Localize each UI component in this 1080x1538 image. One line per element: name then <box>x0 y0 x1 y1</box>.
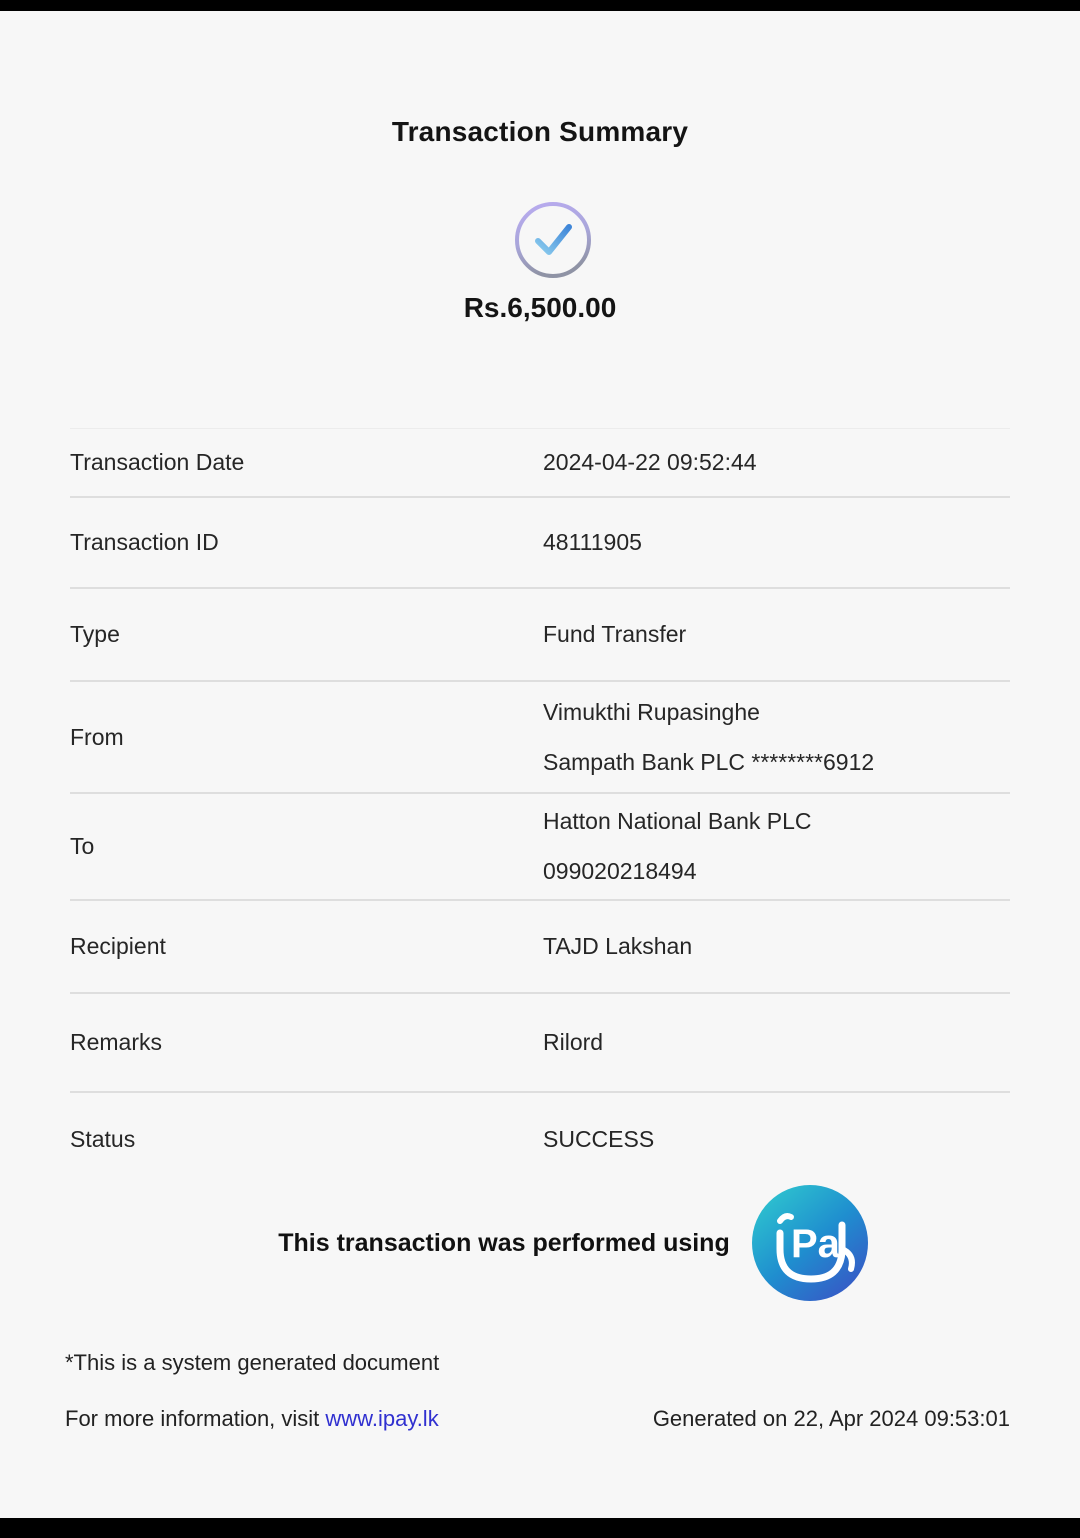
table-row <box>70 794 1010 901</box>
row-values <box>543 808 812 885</box>
row-value: Vimukthi Rupasinghe <box>543 698 760 725</box>
transaction-details-table <box>70 428 1010 1186</box>
success-check-icon <box>513 200 593 280</box>
system-generated-note: *This is a system generated document <box>65 1350 440 1375</box>
top-black-bar <box>0 0 1080 11</box>
row-value: Fund Transfer <box>543 621 687 647</box>
row-value: Sampath Bank PLC ********6912 <box>543 748 875 775</box>
row-value: Hatton National Bank PLC <box>543 808 812 834</box>
footer-info <box>65 1406 439 1432</box>
row-label: Transaction ID <box>70 529 219 555</box>
row-label: Recipient <box>70 933 166 959</box>
row-value: 2024-04-22 09:52:44 <box>543 449 757 475</box>
row-values <box>543 621 686 648</box>
ipay-website-link[interactable]: www.ipay.lk <box>325 1406 439 1431</box>
performed-using-row <box>34 1183 1080 1303</box>
table-row <box>70 901 1010 994</box>
row-label: Status <box>70 1126 136 1152</box>
table-row <box>70 994 1010 1093</box>
row-label: Remarks <box>70 1029 163 1055</box>
transaction-amount: Rs.6,500.00 <box>463 292 617 323</box>
footer-info-text: For more information, visit <box>65 1406 326 1431</box>
footer <box>65 1406 1010 1432</box>
row-value: SUCCESS <box>543 1126 655 1152</box>
row-label: Type <box>70 621 120 647</box>
performed-using-text: This transaction was performed using <box>278 1228 730 1257</box>
table-row <box>70 498 1010 589</box>
svg-text:Pa: Pa <box>790 1222 840 1266</box>
row-label: Transaction Date <box>70 449 245 475</box>
row-values <box>543 449 757 476</box>
table-row <box>70 682 1010 794</box>
bottom-black-bar <box>0 1518 1080 1538</box>
row-value: 48111905 <box>543 529 642 555</box>
generated-timestamp: Generated on 22, Apr 2024 09:53:01 <box>652 1406 1010 1431</box>
row-value: TAJD Lakshan <box>543 933 693 959</box>
table-row <box>70 429 1010 498</box>
row-values <box>543 529 642 556</box>
table-row <box>70 1093 1010 1186</box>
row-values <box>543 1126 654 1153</box>
page-title: Transaction Summary <box>391 116 689 147</box>
row-values <box>543 1029 603 1056</box>
row-value: Rilord <box>543 1029 604 1055</box>
ipay-logo-icon <box>750 1183 870 1303</box>
row-value: 099020218494 <box>543 858 697 884</box>
row-values <box>543 933 692 960</box>
row-label: To <box>70 833 95 859</box>
row-values <box>543 699 874 776</box>
row-label: From <box>70 723 124 750</box>
table-row <box>70 589 1010 682</box>
